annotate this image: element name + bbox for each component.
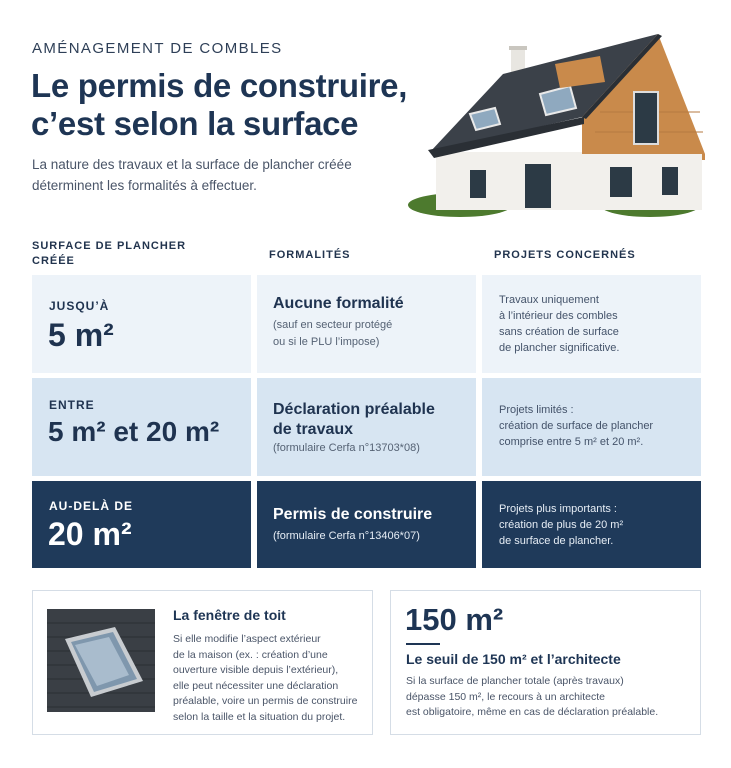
roof-window-line: elle peut nécessiter une déclaration [173, 679, 339, 692]
title-line-2: c’est selon la surface [31, 105, 359, 142]
row-2-project-line: comprise entre 5 m² et 20 m². [499, 436, 644, 448]
threshold-title: Le seuil de 150 m² et l’architecte [406, 651, 621, 667]
row-1-projects-cell [482, 275, 701, 373]
column-header-surface-line-1: SURFACE DE PLANCHER [32, 240, 187, 252]
threshold-line: Si la surface de plancher totale (après travaux) [406, 675, 624, 687]
row-2-formality-note: (formulaire Cerfa n°13703*08) [273, 442, 420, 454]
row-1-surface-label: JUSQU’À [49, 299, 110, 313]
row-3-formality-title: Permis de construire [273, 506, 433, 523]
row-2-project-line: Projets limités : [499, 404, 574, 416]
column-header-surface-line-2: CRÉÉE [32, 255, 75, 267]
page-kicker: AMÉNAGEMENT DE COMBLES [32, 40, 283, 57]
column-header-surface [32, 239, 186, 269]
row-2-surface-label: ENTRE [49, 398, 95, 412]
row-3-project-line: Projets plus importants : [499, 503, 617, 515]
roof-window-line: selon la taille et la situation du projet. [173, 710, 346, 723]
row-2-projects-text [499, 402, 689, 450]
roof-window-line: de la maison (ex. : création d’une [173, 648, 328, 661]
row-3-projects-text [499, 501, 689, 549]
intro-text [32, 154, 392, 196]
architect-threshold-card [390, 590, 701, 735]
roof-window-card [32, 590, 373, 735]
row-3-project-line: création de plus de 20 m² [499, 519, 624, 531]
column-header-formalites: FORMALITÉS [269, 249, 351, 261]
row-1-projects-text [499, 292, 689, 356]
column-header-projets: PROJETS CONCERNÉS [494, 249, 636, 261]
roof-window-line: préalable, voire un permis de construire [173, 695, 358, 707]
title-line-1: Le permis de construire, [31, 67, 408, 104]
row-1-formality-cell [257, 275, 476, 373]
row-2-formality-line-2: de travaux [273, 421, 354, 438]
row-2-surface-value: 5 m² et 20 m² [48, 416, 220, 447]
row-2-surface-cell [32, 378, 251, 476]
row-2-formality-line-1: Déclaration préalable [273, 401, 435, 418]
row-1-project-line: Travaux uniquement [499, 294, 599, 306]
roof-window-title: La fenêtre de toit [173, 607, 286, 623]
row-2-formality-title [273, 400, 468, 440]
row-3-projects-cell [482, 481, 701, 568]
row-1-surface-value: 5 m² [48, 317, 114, 353]
roof-window-line: ouverture visible depuis l’extérieur), [173, 664, 339, 676]
row-3-project-line: de surface de plancher. [499, 535, 614, 547]
row-1-formality-note [273, 317, 392, 351]
house-illustration [400, 22, 710, 217]
threshold-line: est obligatoire, même en cas de déclaration préalable. [406, 706, 659, 718]
threshold-text [406, 674, 658, 721]
row-1-project-line: sans création de surface [499, 326, 619, 338]
row-3-formality-cell [257, 481, 476, 568]
row-1-project-line: de plancher significative. [499, 342, 620, 354]
roof-window-text [173, 632, 357, 725]
threshold-value: 150 m² [405, 602, 504, 637]
row-3-surface-value: 20 m² [48, 516, 132, 552]
roof-window-line: Si elle modifie l’aspect extérieur [173, 633, 321, 645]
row-1-note-line-2: ou si le PLU l’impose) [273, 336, 380, 348]
row-2-project-line: création de surface de plancher [499, 420, 654, 432]
row-1-formality-title: Aucune formalité [273, 295, 404, 312]
page-title [31, 67, 407, 143]
intro-line-1: La nature des travaux et la surface de plancher créée [32, 157, 352, 172]
row-1-note-line-1: (sauf en secteur protégé [273, 319, 393, 331]
roof-window-photo [47, 609, 155, 712]
row-2-formality-cell [257, 378, 476, 476]
row-3-surface-cell [32, 481, 251, 568]
row-3-formality-note: (formulaire Cerfa n°13406*07) [273, 530, 420, 542]
intro-line-2: déterminent les formalités à effectuer. [32, 178, 257, 193]
row-3-surface-label: AU-DELÀ DE [49, 499, 133, 513]
row-2-projects-cell [482, 378, 701, 476]
threshold-line: dépasse 150 m², le recours à un architecte [406, 690, 606, 703]
row-1-surface-cell [32, 275, 251, 373]
threshold-divider [406, 643, 440, 645]
row-1-project-line: à l’intérieur des combles [499, 310, 618, 322]
